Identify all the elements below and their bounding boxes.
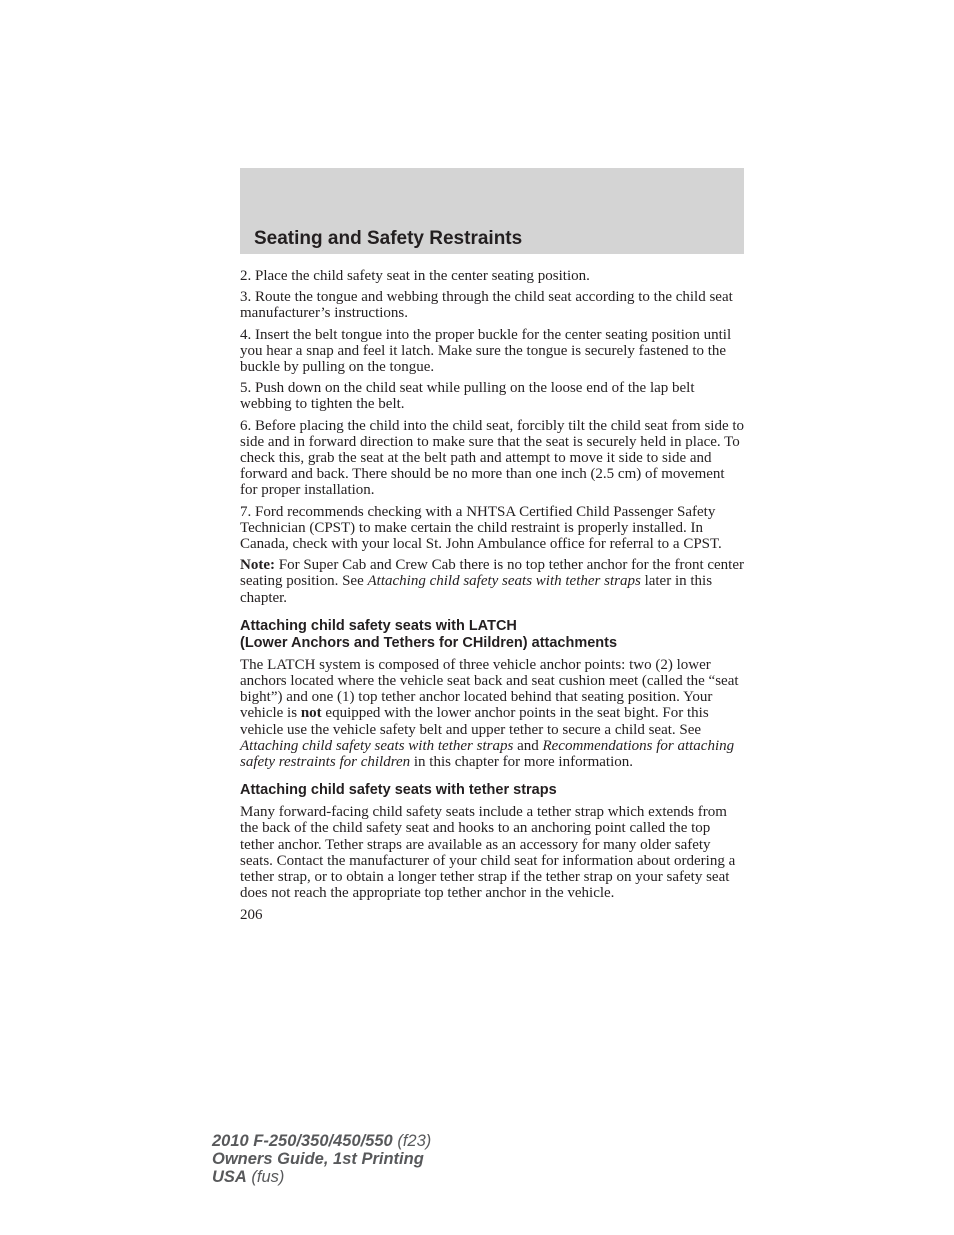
step-4: 4. Insert the belt tongue into the proper buckle for the center seating position until you hear a snap and feel it latch. Make sure the tongue is securely fastened to the buckle by pulling on the tongue. [240,326,732,376]
latch-heading [240,618,745,652]
latch-heading-line-1: Attaching child safety seats with LATCH [240,617,517,634]
latch-reference-1: Attaching child safety seats with tether straps [240,737,514,754]
footer-model-code: (f23) [392,1132,432,1150]
latch-heading-line-2: (Lower Anchors and Tethers for CHildren) attachments [240,634,618,651]
step-7: 7. Ford recommends checking with a NHTSA Certified Child Passenger Safety Technician (CPST) to make certain the child restraint is properly installed. In Canada, check with your local St. John Ambulance office for referral to a CPST. [240,503,722,553]
latch-text-4: in this chapter for more information. [410,754,633,771]
step-5: 5. Push down on the child seat while pulling on the loose end of the lap belt webbing to tighten the belt. [240,380,695,413]
note-reference: Attaching child safety seats with tether straps [367,573,641,590]
latch-reference-2: Recommendations for attaching safety restraints for children [240,737,735,771]
note-text-2: later in this chapter. [240,573,713,606]
latch-text-2: equipped with the lower anchor points in the seat bight. For this vehicle use the vehicle safety belt and upper tether to secure a child seat. See [240,705,709,738]
note-paragraph [240,557,745,606]
note-label: Note: [240,557,275,574]
section-title: Seating and Safety Restraints [254,228,523,249]
tether-paragraph: Many forward-facing child safety seats include a tether strap which extends from the back of the child safety seat and hooks to an anchoring point called the top tether anchor. Tether straps are available as an accessory for many older safety seats. Contact the manufacturer of your child seat for information about ordering a tether strap, or to obtain a longer tether strap if the tether strap on your safety seat does not reach the appropriate top tether anchor in the vehicle. [240,804,736,902]
note-text-1: For Super Cab and Crew Cab there is no top tether anchor for the front center seating position. See [240,557,745,590]
step-6: 6. Before placing the child into the child seat, forcibly tilt the child seat from side to side and in forward direction to make sure that the seat is securely held in place. To check this, grab the seat at the belt path and attempt to move it side to side and forward and back. There should be no more than one inch (2.5 cm) of movement for proper installation. [240,417,745,499]
latch-bold-not: not [300,705,322,722]
footer-market-code: (fus) [246,1168,285,1186]
section-header [240,168,744,254]
page-content [240,268,745,923]
footer-line-3 [212,1168,431,1186]
footer-line-1 [212,1132,431,1150]
tether-heading: Attaching child safety seats with tether straps [240,782,557,799]
latch-text-1: The LATCH system is composed of three vehicle anchor points: two (2) lower anchors located where the vehicle seat back and seat cushion meet (called the “seat bight”) and one (1) top tether anchor located behind that seating position. Your vehicle is [240,656,739,722]
footer-line-2: Owners Guide, 1st Printing [212,1150,424,1168]
step-2: 2. Place the child safety seat in the center seating position. [240,268,590,284]
footer-market: USA [212,1168,247,1186]
document-footer [212,1132,431,1186]
page-number: 206 [240,906,263,923]
latch-paragraph [240,657,745,770]
latch-text-3: and [513,737,543,754]
footer-model: 2010 F-250/350/450/550 [212,1132,393,1150]
step-3: 3. Route the tongue and webbing through the child seat according to the child seat manufacturer’s instructions. [240,289,733,322]
